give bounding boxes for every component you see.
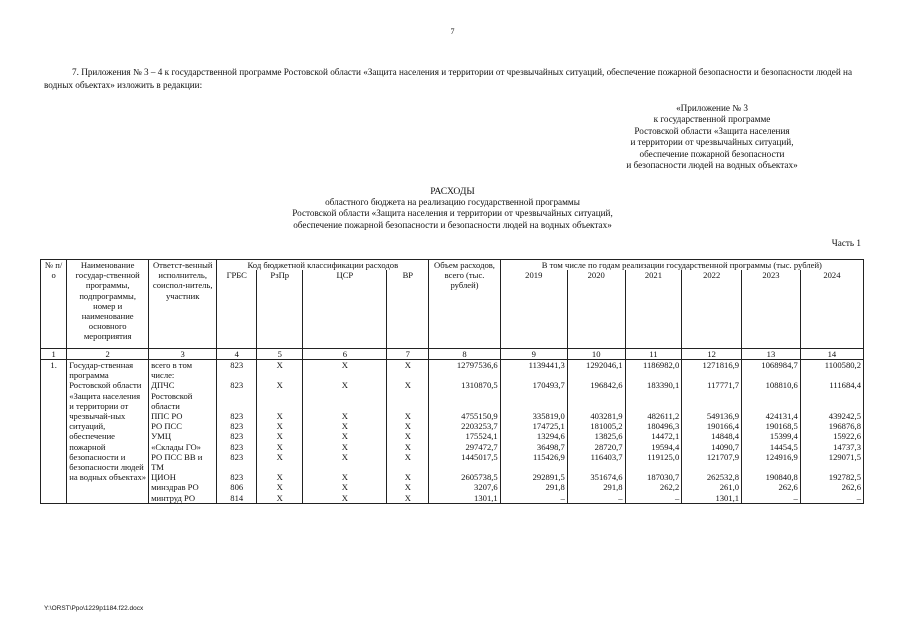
csr-cell: Х: [303, 359, 387, 380]
year-2020-cell: 116403,7: [567, 452, 625, 472]
csr-cell: Х: [303, 482, 387, 492]
executor-cell: РО ПСС: [149, 421, 217, 431]
grbs-cell: 823: [217, 380, 257, 411]
header-grbs: ГРБС: [217, 270, 257, 348]
year-2024-cell: 129071,5: [800, 452, 863, 472]
vr-cell: Х: [387, 482, 429, 492]
header-executor: Ответст-венный исполнитель, соиспол-нитель, участник: [149, 260, 217, 349]
total-cell: 12797536,6: [429, 359, 500, 380]
total-cell: 3207,6: [429, 482, 500, 492]
total-cell: 175524,1: [429, 431, 500, 441]
col-number: 5: [257, 348, 303, 359]
year-2023-cell: 424131,4: [742, 411, 801, 421]
year-2021-cell: 262,2: [625, 482, 682, 492]
rzpr-cell: Х: [257, 359, 303, 380]
total-cell: 1445017,5: [429, 452, 500, 472]
csr-cell: Х: [303, 493, 387, 504]
year-2019-cell: 291,8: [500, 482, 567, 492]
year-2023-cell: 190168,5: [742, 421, 801, 431]
year-2021-cell: –: [625, 493, 682, 504]
year-2022-cell: 261,0: [682, 482, 742, 492]
executor-cell: ППС РО: [149, 411, 217, 421]
program-number: 1.: [41, 359, 67, 503]
total-cell: 2605738,5: [429, 472, 500, 482]
executor-cell: минздрав РО: [149, 482, 217, 492]
col-number: 12: [682, 348, 742, 359]
csr-cell: Х: [303, 472, 387, 482]
year-2020-cell: 28720,7: [567, 442, 625, 452]
header-year-2022: 2022: [682, 270, 742, 348]
year-2019-cell: –: [500, 493, 567, 504]
title-main: РАСХОДЫ: [430, 186, 475, 197]
year-2020-cell: 196842,6: [567, 380, 625, 411]
table-row: [41, 421, 864, 431]
year-2019-cell: 1139441,3: [500, 359, 567, 380]
grbs-cell: 823: [217, 442, 257, 452]
title-line: обеспечение пожарной безопасности и безопасности людей на водных объектах»: [293, 219, 612, 230]
year-2020-cell: 1292046,1: [567, 359, 625, 380]
header-years-group: В том числе по годам реализации государственной программы (тыс. рублей): [500, 260, 863, 271]
year-2022-cell: 121707,9: [682, 452, 742, 472]
rzpr-cell: Х: [257, 493, 303, 504]
vr-cell: Х: [387, 493, 429, 504]
year-2022-cell: 14090,7: [682, 442, 742, 452]
year-2020-cell: 13825,6: [567, 431, 625, 441]
grbs-cell: 823: [217, 411, 257, 421]
total-cell: 1301,1: [429, 493, 500, 504]
vr-cell: Х: [387, 452, 429, 472]
total-cell: 4755150,9: [429, 411, 500, 421]
year-2021-cell: 482611,2: [625, 411, 682, 421]
year-2024-cell: 14737,3: [800, 442, 863, 452]
year-2021-cell: 119125,0: [625, 452, 682, 472]
grbs-cell: 806: [217, 482, 257, 492]
header-csr: ЦСР: [303, 270, 387, 348]
grbs-cell: 823: [217, 359, 257, 380]
header-name: Наименование государ-ственной программы, подпрограммы, номер и наименование основного мероприятия: [67, 260, 149, 349]
table-row: [41, 411, 864, 421]
year-2023-cell: 262,6: [742, 482, 801, 492]
year-2023-cell: 15399,4: [742, 431, 801, 441]
csr-cell: Х: [303, 442, 387, 452]
year-2020-cell: 181005,2: [567, 421, 625, 431]
appendix-line: Ростовской области «Защита населения: [634, 125, 790, 136]
year-2021-cell: 14472,1: [625, 431, 682, 441]
year-2019-cell: 170493,7: [500, 380, 567, 411]
table-body: [41, 359, 864, 503]
col-number: 10: [567, 348, 625, 359]
year-2023-cell: 190840,8: [742, 472, 801, 482]
year-2020-cell: –: [567, 493, 625, 504]
total-cell: 297472,7: [429, 442, 500, 452]
table-row: [41, 472, 864, 482]
year-2022-cell: 1271816,9: [682, 359, 742, 380]
csr-cell: Х: [303, 431, 387, 441]
vr-cell: Х: [387, 431, 429, 441]
col-number: 11: [625, 348, 682, 359]
program-name: Государ-ственная программа Ростовской области «Защита населения и территории от чрезвычай-ных ситуаций, обеспечение пожарной безопасности и безопасности людей на водных объектах»: [67, 359, 149, 503]
table-row: [41, 452, 864, 472]
year-2019-cell: 174725,1: [500, 421, 567, 431]
year-2019-cell: 115426,9: [500, 452, 567, 472]
table-row: [41, 482, 864, 492]
grbs-cell: 814: [217, 493, 257, 504]
col-number: 2: [67, 348, 149, 359]
csr-cell: Х: [303, 380, 387, 411]
grbs-cell: 823: [217, 421, 257, 431]
table-row: [41, 442, 864, 452]
expenses-table: [40, 259, 864, 504]
rzpr-cell: Х: [257, 452, 303, 472]
year-2019-cell: 335819,0: [500, 411, 567, 421]
year-2024-cell: 262,6: [800, 482, 863, 492]
year-2019-cell: 36498,7: [500, 442, 567, 452]
executor-cell: РО ПСС ВВ и ТМ: [149, 452, 217, 472]
grbs-cell: 823: [217, 452, 257, 472]
appendix-line: к государственной программе: [653, 114, 771, 125]
header-total: Объем расходов, всего (тыс. рублей): [429, 260, 500, 349]
year-2024-cell: 192782,5: [800, 472, 863, 482]
page-number: 7: [450, 27, 455, 36]
col-number: 6: [303, 348, 387, 359]
header-num: № п/о: [41, 260, 67, 349]
title-line: Ростовской области «Защита населения и территории от чрезвычайных ситуаций,: [292, 208, 613, 219]
column-numbers-row: [41, 348, 864, 359]
appendix-line: обеспечение пожарной безопасности: [639, 148, 785, 159]
vr-cell: Х: [387, 411, 429, 421]
col-number: 13: [742, 348, 801, 359]
year-2020-cell: 351674,6: [567, 472, 625, 482]
csr-cell: Х: [303, 421, 387, 431]
executor-cell: ДПЧС Ростовской области: [149, 380, 217, 411]
appendix-header: [562, 103, 862, 171]
year-2020-cell: 403281,9: [567, 411, 625, 421]
vr-cell: Х: [387, 442, 429, 452]
table-row: [41, 431, 864, 441]
year-2023-cell: 14454,5: [742, 442, 801, 452]
year-2023-cell: 108810,6: [742, 380, 801, 411]
year-2023-cell: 124916,9: [742, 452, 801, 472]
rzpr-cell: Х: [257, 431, 303, 441]
rzpr-cell: Х: [257, 472, 303, 482]
header-year-2021: 2021: [625, 270, 682, 348]
vr-cell: Х: [387, 380, 429, 411]
rzpr-cell: Х: [257, 421, 303, 431]
col-number: 3: [149, 348, 217, 359]
csr-cell: Х: [303, 452, 387, 472]
year-2021-cell: 187030,7: [625, 472, 682, 482]
col-number: 14: [800, 348, 863, 359]
year-2021-cell: 19594,4: [625, 442, 682, 452]
appendix-line: и территории от чрезвычайных ситуаций,: [630, 137, 794, 148]
year-2024-cell: 111684,4: [800, 380, 863, 411]
vr-cell: Х: [387, 472, 429, 482]
rzpr-cell: Х: [257, 442, 303, 452]
file-path-footer: Y:\ORST\Ppo\1229p1184.f22.docx: [44, 605, 144, 612]
grbs-cell: 823: [217, 472, 257, 482]
year-2024-cell: 1100580,2: [800, 359, 863, 380]
year-2020-cell: 291,8: [567, 482, 625, 492]
vr-cell: Х: [387, 421, 429, 431]
table-row: [41, 493, 864, 504]
col-number: 9: [500, 348, 567, 359]
col-number: 8: [429, 348, 500, 359]
year-2024-cell: 15922,6: [800, 431, 863, 441]
year-2023-cell: –: [742, 493, 801, 504]
total-cell: 1310870,5: [429, 380, 500, 411]
year-2024-cell: 439242,5: [800, 411, 863, 421]
year-2024-cell: –: [800, 493, 863, 504]
header-code-group: Код бюджетной классификации расходов: [217, 260, 429, 271]
header-year-2024: 2024: [800, 270, 863, 348]
year-2019-cell: 292891,5: [500, 472, 567, 482]
year-2022-cell: 190166,4: [682, 421, 742, 431]
rzpr-cell: Х: [257, 411, 303, 421]
year-2022-cell: 1301,1: [682, 493, 742, 504]
csr-cell: Х: [303, 411, 387, 421]
header-year-2019: 2019: [500, 270, 567, 348]
part-label: Часть 1: [831, 238, 861, 248]
col-number: 1: [41, 348, 67, 359]
executor-cell: ЦИОН: [149, 472, 217, 482]
year-2022-cell: 14848,4: [682, 431, 742, 441]
document-title: [0, 186, 905, 231]
intro-paragraph: 7. Приложения № 3 – 4 к государственной программе Ростовской области «Защита населения и территории от чрезвычайных ситуаций, обеспечение пожарной безопасности и безопасности людей на водных объектах» изложить в редакции:: [44, 67, 853, 90]
executor-cell: «Склады ГО»: [149, 442, 217, 452]
year-2021-cell: 183390,1: [625, 380, 682, 411]
table-row: [41, 359, 864, 380]
rzpr-cell: Х: [257, 482, 303, 492]
executor-cell: всего в том числе:: [149, 359, 217, 380]
vr-cell: Х: [387, 359, 429, 380]
grbs-cell: 823: [217, 431, 257, 441]
header-year-2020: 2020: [567, 270, 625, 348]
year-2024-cell: 196876,8: [800, 421, 863, 431]
year-2022-cell: 262532,8: [682, 472, 742, 482]
col-number: 4: [217, 348, 257, 359]
appendix-line: «Приложение № 3: [676, 103, 748, 113]
header-vr: ВР: [387, 270, 429, 348]
rzpr-cell: Х: [257, 380, 303, 411]
year-2023-cell: 1068984,7: [742, 359, 801, 380]
year-2021-cell: 1186982,0: [625, 359, 682, 380]
appendix-line: и безопасности людей на водных объектах»: [626, 160, 798, 171]
year-2021-cell: 180496,3: [625, 421, 682, 431]
executor-cell: минтруд РО: [149, 493, 217, 504]
year-2022-cell: 549136,9: [682, 411, 742, 421]
year-2019-cell: 13294,6: [500, 431, 567, 441]
header-year-2023: 2023: [742, 270, 801, 348]
total-cell: 2203253,7: [429, 421, 500, 431]
col-number: 7: [387, 348, 429, 359]
executor-cell: УМЦ: [149, 431, 217, 441]
table-row: [41, 380, 864, 411]
year-2022-cell: 117771,7: [682, 380, 742, 411]
title-line: областного бюджета на реализацию государственной программы: [325, 197, 580, 208]
header-rzpr: РзПр: [257, 270, 303, 348]
